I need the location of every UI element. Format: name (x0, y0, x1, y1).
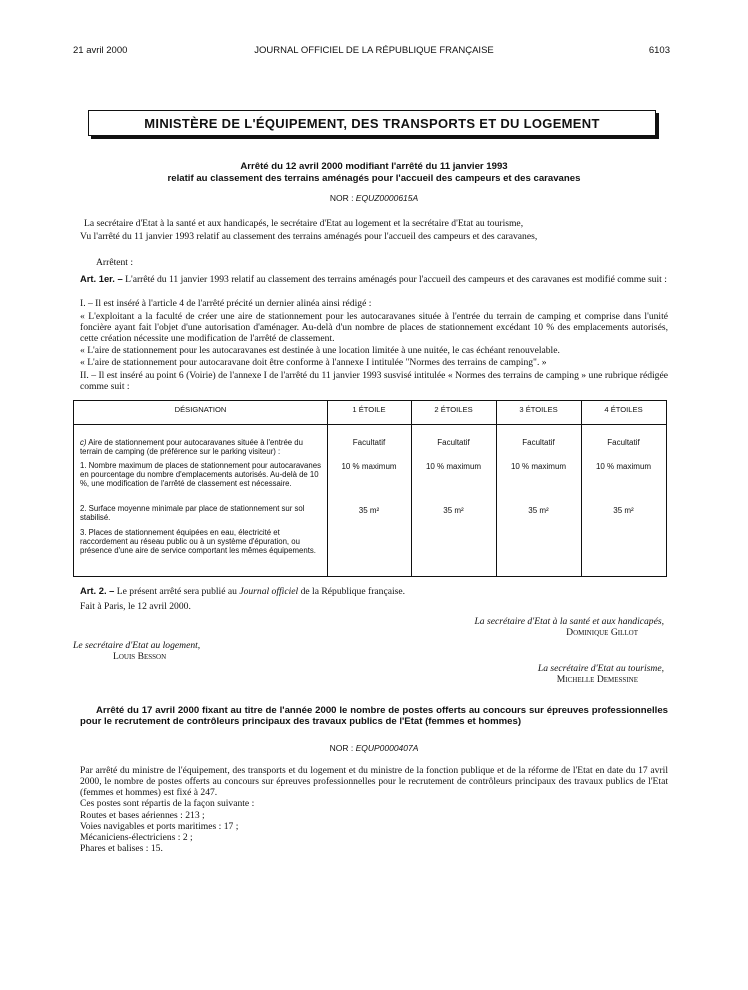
table-row-label: c) Aire de stationnement pour autocaravanes située à l'entrée du terrain de camping (de préférence sur le parking visiteur) : (80, 438, 303, 456)
table-cell: 35 m² (443, 506, 464, 515)
arrete1-arretent: Arrêtent : (96, 257, 134, 268)
arrete2-item: Voies navigables et ports maritimes : 17 ; (80, 821, 239, 832)
table-cell: Facultatif (607, 438, 640, 447)
signature-tourisme: La secrétaire d'Etat au tourisme, Michelle Demessine (537, 663, 664, 685)
table-cell: 10 % maximum (341, 462, 397, 471)
arrete1-quote2: « L'aire de stationnement pour les autocaravanes est destinée à une location limitée à une nuitée, le cas échéant renouvelable. (80, 345, 560, 356)
table-header-designation: DÉSIGNATION (174, 405, 227, 414)
table-cell: 10 % maximum (425, 462, 482, 471)
arrete1-point-I: I. – Il est inséré à l'article 4 de l'arrêté précité un dernier alinéa ainsi rédigé : (80, 298, 372, 309)
arrete1-nor-code: EQUZ0000615A (355, 193, 419, 203)
table-cell: 35 m² (613, 506, 634, 515)
arrete2-repartition: Ces postes sont répartis de la façon suivante : (80, 798, 255, 809)
table-row-label: 2. Surface moyenne minimale par place de stationnement sur sol stabilisé. (80, 504, 305, 522)
art1-label: Art. 1er. – (80, 273, 123, 284)
arrete1-preamble: La secrétaire d'Etat à la santé et aux handicapés, le secrétaire d'Etat au logement et la secrétaire d'Etat au tourisme, (84, 218, 524, 229)
arrete1-fait: Fait à Paris, le 12 avril 2000. (80, 601, 191, 612)
arrete2-item: Routes et bases aériennes : 213 ; (80, 810, 205, 821)
arrete2-nor-code: EQUP0000407A (355, 743, 419, 753)
arrete1-title-line2: relatif au classement des terrains aménagés pour l'accueil des campeurs et des caravanes (167, 173, 581, 184)
arrete1-art2: Art. 2. – Le présent arrêté sera publié au Journal officiel de la République française. (80, 585, 406, 597)
arrete2-nor: NOR : EQUP0000407A (329, 743, 419, 753)
table-row-label: 1. Nombre maximum de places de stationnement pour autocaravanes en pourcentage du nombre d'emplacements autorisés. Au-delà de 10 %, une modification de l'arrêté de classement est nécessaire. (80, 461, 321, 488)
arrete1-visa: Vu l'arrêté du 11 janvier 1993 relatif au classement des terrains aménagés pour l'accueil des campeurs et des caravanes, (80, 231, 538, 242)
arrete2-item: Phares et balises : 15. (80, 843, 163, 854)
arrete2-title: Arrêté du 17 avril 2000 fixant au titre de l'année 2000 le nombre de postes offerts au concours sur épreuves professionnelles pour le recrutement de contrôleurs principaux des travaux publics de l'Etat (femmes et hommes) (80, 705, 668, 727)
arrete2-item: Mécaniciens-électriciens : 2 ; (80, 832, 193, 843)
ministry-heading: MINISTÈRE DE L'ÉQUIPEMENT, DES TRANSPORTS ET DU LOGEMENT (88, 110, 656, 136)
table-header-4-etoiles: 4 ÉTOILES (604, 405, 643, 414)
classification-table (73, 400, 667, 577)
arrete1-point-II: II. – Il est inséré au point 6 (Voirie) de l'annexe I de l'arrêté du 11 janvier 1993 susvisé intitulée « Normes des terrains de camping » une rubrique rédigée comme suit : (80, 370, 668, 392)
table-header-1-etoile: 1 ÉTOILE (352, 405, 386, 414)
arrete1-quote1: « L'exploitant a la faculté de créer une aire de stationnement pour les autocaravanes située à l'entrée du terrain de camping et comprise dans l'unité foncière ayant fait l'objet d'une autorisation d'aménager. Au-delà d'un nombre de places de stationnement excédant 10 % des emplacements autorisés, cette création nécessite une modification de l'arrêté de classement. (80, 311, 668, 344)
table-cell: 35 m² (528, 506, 549, 515)
table-row-label: 3. Places de stationnement équipées en eau, électricité et raccordement au réseau public ou à un système d'épuration, ou présence d'une aire de service comportant les mêmes équipements. (80, 528, 316, 555)
table-header-3-etoiles: 3 ÉTOILES (519, 405, 558, 414)
signature-logement: Le secrétaire d'Etat au logement, Louis Besson (73, 640, 201, 662)
signature-sante: La secrétaire d'Etat à la santé et aux handicapés, Dominique Gillot (474, 616, 664, 638)
arrete1-quote3: « L'aire de stationnement pour autocaravane doit être conforme à l'annexe I intitulée "Normes des terrains de camping". » (80, 357, 547, 368)
table-cell: Facultatif (522, 438, 555, 447)
arrete2-body: Par arrêté du ministre de l'équipement, des transports et du logement et du ministre de la fonction publique et de la réforme de l'Etat en date du 17 avril 2000, le nombre de postes offerts au concours sur épreuves professionnelles pour le recrutement de contrôleurs principaux des travaux publics de l'Etat (femmes et hommes) est fixé à 247. (80, 765, 668, 798)
header-journal-title: JOURNAL OFFICIEL DE LA RÉPUBLIQUE FRANÇAISE (254, 45, 494, 56)
arrete1-art1: Art. 1er. – L'arrêté du 11 janvier 1993 relatif au classement des terrains aménagés pour l'accueil des campeurs et des caravanes est modifié comme suit : (80, 273, 667, 285)
table-cell: 35 m² (358, 506, 380, 515)
art2-label: Art. 2. – (80, 585, 115, 596)
arrete1-nor: NOR : EQUZ0000615A (329, 193, 419, 203)
table-cell: 10 % maximum (595, 462, 652, 471)
header-date: 21 avril 2000 (73, 45, 128, 56)
arrete1-title-line1: Arrêté du 12 avril 2000 modifiant l'arrêté du 11 janvier 1993 (240, 161, 508, 172)
table-cell: Facultatif (352, 438, 386, 447)
header-page-number: 6103 (648, 45, 670, 56)
table-header-2-etoiles: 2 ÉTOILES (434, 405, 473, 414)
table-cell: 10 % maximum (510, 462, 567, 471)
table-cell: Facultatif (437, 438, 470, 447)
